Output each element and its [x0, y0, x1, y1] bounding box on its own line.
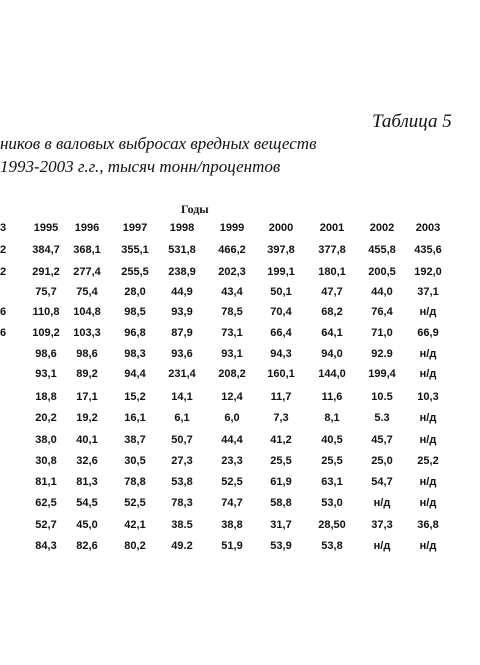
truncated-left-cell: 6 [0, 327, 7, 339]
table-cell: 45,0 [76, 519, 98, 531]
year-header: 1995 [33, 222, 59, 234]
table-cell: 384,7 [32, 244, 60, 256]
table-cell: 36,8 [417, 519, 439, 531]
table-cell: 11,7 [270, 391, 292, 403]
table-cell: 93,1 [221, 348, 243, 360]
truncated-left-cell: 3 [0, 222, 7, 234]
table-cell: 52,7 [35, 519, 57, 531]
table-cell: 199,1 [267, 266, 295, 278]
table-cell: 38.5 [171, 519, 193, 531]
table-cell: 19,2 [76, 412, 98, 424]
table-cell: 38,8 [221, 519, 243, 531]
year-header: 1998 [169, 222, 195, 234]
table-cell: 44,4 [221, 434, 243, 446]
table-cell: 96,8 [124, 327, 146, 339]
table-cell: 6,0 [224, 412, 240, 424]
table-cell: 40,1 [76, 434, 98, 446]
table-cell: 104,8 [73, 306, 101, 318]
table-cell: 18,8 [35, 391, 57, 403]
table-cell: 89,2 [76, 368, 98, 380]
table-cell: 66,9 [417, 327, 439, 339]
table-cell: 238,9 [168, 266, 196, 278]
table-cell: 73,1 [221, 327, 243, 339]
table-cell: 377,8 [318, 244, 346, 256]
table-cell: 44,9 [171, 286, 193, 298]
table-cell: 20,2 [35, 412, 57, 424]
table-cell: 5.3 [374, 412, 390, 424]
table-cell: 98,6 [76, 348, 98, 360]
table-cell: 16,1 [124, 412, 146, 424]
table-cell: 28,0 [124, 286, 146, 298]
table-cell: 25,0 [371, 455, 393, 467]
table-cell: 84,3 [35, 540, 57, 552]
table-cell: 31,7 [270, 519, 292, 531]
table-cell: 66,4 [270, 327, 292, 339]
table-cell: н/д [419, 348, 437, 360]
table-cell: 277,4 [73, 266, 101, 278]
table-cell: 50,7 [171, 434, 193, 446]
table-cell: 71,0 [371, 327, 393, 339]
table-cell: 144,0 [318, 368, 346, 380]
year-header: 2000 [268, 222, 294, 234]
table-cell: 41,2 [270, 434, 292, 446]
table-cell: 199,4 [368, 368, 396, 380]
table-cell: 43,4 [221, 286, 243, 298]
table-cell: 75,4 [76, 286, 98, 298]
table-cell: 70,4 [270, 306, 292, 318]
table-caption-line-1: ников в валовых выбросах вредных веществ [0, 134, 317, 153]
truncated-left-cell: 2 [0, 266, 7, 278]
table-cell: 53,8 [171, 476, 193, 488]
table-cell: 94,0 [321, 348, 343, 360]
table-cell: 23,3 [221, 455, 243, 467]
year-header: 2002 [369, 222, 395, 234]
table-cell: 109,2 [32, 327, 60, 339]
table-cell: 231,4 [168, 368, 196, 380]
table-cell: н/д [373, 497, 391, 509]
table-cell: 98,5 [124, 306, 146, 318]
table-cell: 37,1 [417, 286, 439, 298]
table-cell: 47,7 [321, 286, 343, 298]
table-cell: 58,8 [270, 497, 292, 509]
table-cell: н/д [419, 497, 437, 509]
year-header: 1997 [122, 222, 148, 234]
table-cell: 455,8 [368, 244, 396, 256]
table-cell: 531,8 [168, 244, 196, 256]
table-cell: 291,2 [32, 266, 60, 278]
table-cell: 64,1 [321, 327, 343, 339]
table-cell: н/д [419, 434, 437, 446]
table-cell: 49.2 [171, 540, 193, 552]
table-cell: 200,5 [368, 266, 396, 278]
table-cell: 78,8 [124, 476, 146, 488]
table-cell: 110,8 [32, 306, 60, 318]
year-header: 2003 [415, 222, 441, 234]
table-cell: 81,1 [35, 476, 57, 488]
table-cell: 53,9 [270, 540, 292, 552]
table-cell: н/д [373, 540, 391, 552]
truncated-left-cell: 2 [0, 244, 7, 256]
table-cell: 30,8 [35, 455, 57, 467]
table-cell: 76,4 [371, 306, 393, 318]
table-cell: 15,2 [124, 391, 146, 403]
table-cell: н/д [419, 412, 437, 424]
table-cell: 54,5 [76, 497, 98, 509]
table-cell: 54,7 [371, 476, 393, 488]
table-cell: 368,1 [73, 244, 101, 256]
table-cell: 202,3 [218, 266, 246, 278]
table-cell: 63,1 [321, 476, 343, 488]
table-cell: 30,5 [124, 455, 146, 467]
table-label: Таблица 5 [372, 111, 452, 132]
table-cell: 81,3 [76, 476, 98, 488]
table-cell: 93,9 [171, 306, 193, 318]
table-cell: 45,7 [371, 434, 393, 446]
year-header: 1999 [219, 222, 245, 234]
table-cell: 6,1 [174, 412, 190, 424]
table-cell: 435,6 [414, 244, 442, 256]
table-cell: 68,2 [321, 306, 343, 318]
table-cell: 397,8 [267, 244, 295, 256]
table-cell: 93,1 [35, 368, 57, 380]
table-cell: н/д [419, 306, 437, 318]
table-cell: 208,2 [218, 368, 246, 380]
table-cell: 50,1 [270, 286, 292, 298]
table-cell: 94,4 [124, 368, 146, 380]
table-cell: 192,0 [414, 266, 442, 278]
table-cell: 27,3 [171, 455, 193, 467]
table-cell: 355,1 [121, 244, 149, 256]
table-cell: 87,9 [171, 327, 193, 339]
table-cell: 44,0 [371, 286, 393, 298]
table-cell: 12,4 [221, 391, 243, 403]
table-cell: 42,1 [124, 519, 146, 531]
table-cell: 7,3 [273, 412, 289, 424]
table-cell: 53,0 [321, 497, 343, 509]
table-caption-line-2: 1993-2003 г.г., тысяч тонн/процентов [0, 157, 281, 176]
table-cell: 80,2 [124, 540, 146, 552]
table-cell: 37,3 [371, 519, 393, 531]
table-cell: 160,1 [267, 368, 295, 380]
table-cell: н/д [419, 476, 437, 488]
year-header: 1996 [74, 222, 100, 234]
table-cell: 51,9 [221, 540, 243, 552]
table-cell: 466,2 [218, 244, 246, 256]
table-cell: 25,5 [270, 455, 292, 467]
table-cell: 11,6 [321, 391, 343, 403]
table-cell: 180,1 [318, 266, 346, 278]
table-cell: 78,5 [221, 306, 243, 318]
table-cell: 82,6 [76, 540, 98, 552]
table-cell: 62,5 [35, 497, 57, 509]
table-cell: 52,5 [124, 497, 146, 509]
table-cell: 38,0 [35, 434, 57, 446]
table-cell: 38,7 [124, 434, 146, 446]
table-cell: 17,1 [76, 391, 98, 403]
table-cell: н/д [419, 368, 437, 380]
table-cell: 8,1 [324, 412, 340, 424]
table-cell: 98,3 [124, 348, 146, 360]
table-cell: 75,7 [35, 286, 57, 298]
table-cell: 98,6 [35, 348, 57, 360]
table-cell: 28,50 [318, 519, 346, 531]
table-cell: 103,3 [73, 327, 101, 339]
table-cell: 10.5 [371, 391, 393, 403]
table-cell: 14,1 [171, 391, 193, 403]
table-cell: 40,5 [321, 434, 343, 446]
table-cell: 25,5 [321, 455, 343, 467]
table-cell: 10,3 [417, 391, 439, 403]
table-cell: 93,6 [171, 348, 193, 360]
table-cell: 94,3 [270, 348, 292, 360]
table-cell: 32,6 [76, 455, 98, 467]
years-heading: Годы [181, 202, 209, 216]
table-cell: 92.9 [371, 348, 393, 360]
table-cell: н/д [419, 540, 437, 552]
truncated-left-cell: 6 [0, 306, 7, 318]
table-cell: 25,2 [417, 455, 439, 467]
table-cell: 61,9 [270, 476, 292, 488]
table-cell: 52,5 [221, 476, 243, 488]
table-cell: 53,8 [321, 540, 343, 552]
year-header: 2001 [319, 222, 345, 234]
table-cell: 78,3 [171, 497, 193, 509]
table-cell: 255,5 [121, 266, 149, 278]
table-cell: 74,7 [221, 497, 243, 509]
